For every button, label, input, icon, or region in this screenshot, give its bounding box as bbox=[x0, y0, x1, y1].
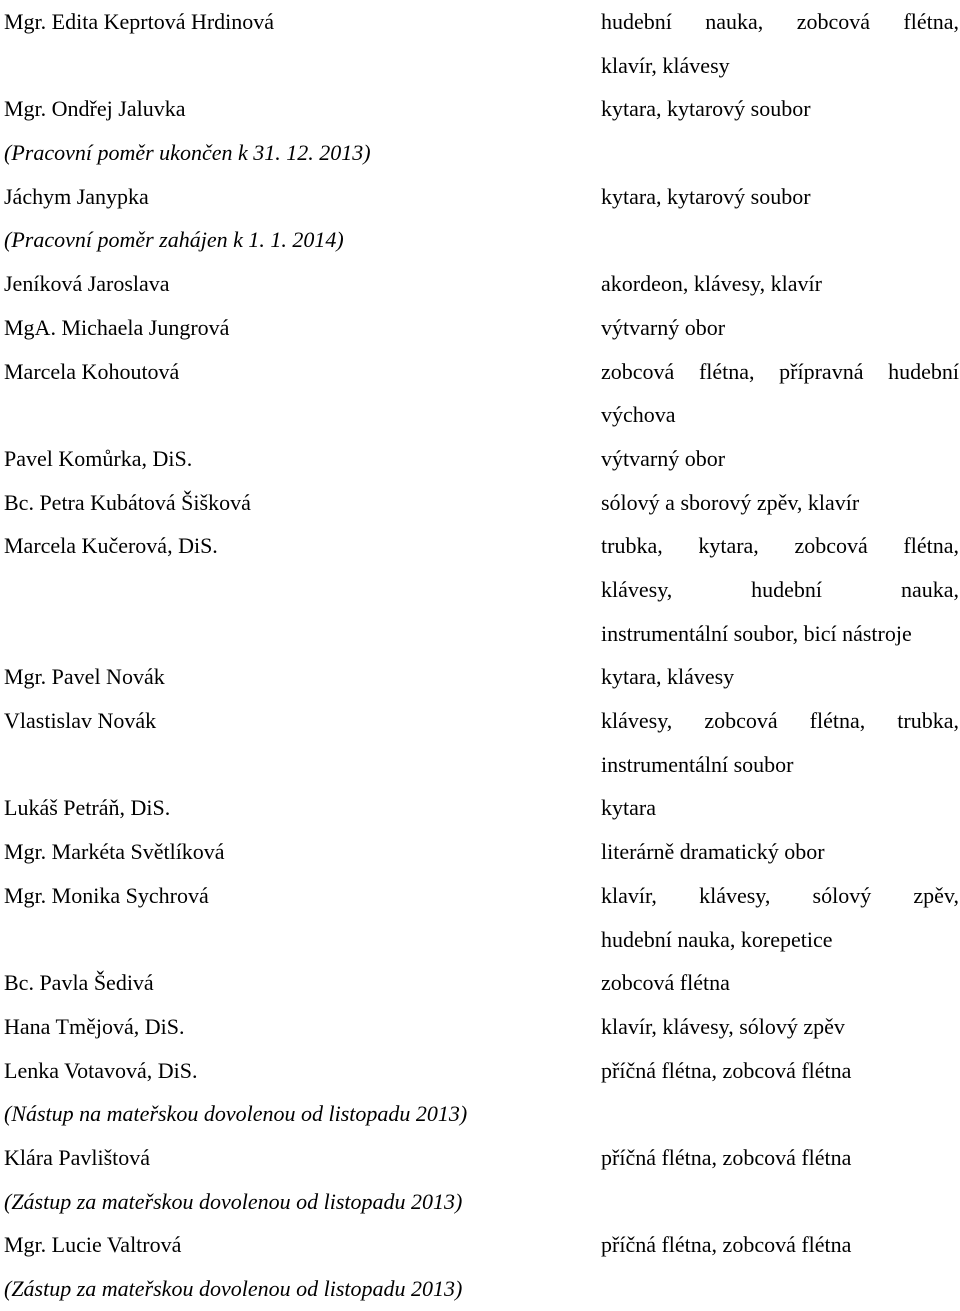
subject-text: kytara, klávesy bbox=[601, 664, 735, 690]
subject-text: klavír, bbox=[601, 882, 657, 908]
subject-text: příčná flétna, zobcová flétna bbox=[601, 1232, 852, 1258]
subject-text: sólový a sborový zpěv, klavír bbox=[601, 489, 860, 515]
subject-line bbox=[601, 568, 959, 612]
staff-row bbox=[0, 699, 960, 786]
subject-line bbox=[601, 87, 959, 131]
staff-subjects bbox=[601, 350, 959, 437]
subject-text: zobcová bbox=[796, 9, 870, 34]
subject-line bbox=[601, 786, 959, 830]
subject-text: sólový bbox=[812, 882, 872, 908]
subject-text: flétna, bbox=[903, 9, 959, 34]
subject-text: hudební nauka, korepetice bbox=[601, 926, 833, 952]
staff-row bbox=[0, 306, 960, 350]
subject-text: výtvarný obor bbox=[601, 314, 726, 340]
staff-name: Hana Tmějová, DiS. bbox=[4, 1013, 185, 1039]
subject-line bbox=[601, 612, 959, 656]
subject-text: výchova bbox=[601, 402, 676, 428]
subject-line bbox=[601, 393, 959, 437]
staff-subjects bbox=[601, 87, 959, 131]
staff-subjects bbox=[601, 1136, 959, 1180]
staff-row bbox=[0, 481, 960, 525]
employment-note: (Pracovní poměr ukončen k 31. 12. 2013) bbox=[4, 140, 371, 166]
staff-name: Jáchym Janypka bbox=[4, 183, 149, 209]
staff-row bbox=[0, 1223, 960, 1267]
subject-text: kytara, bbox=[698, 533, 759, 559]
subject-text: kytara, kytarový soubor bbox=[601, 96, 811, 122]
staff-row bbox=[0, 262, 960, 306]
subject-line bbox=[601, 830, 959, 874]
staff-row bbox=[0, 0, 960, 87]
staff-row bbox=[0, 175, 960, 219]
staff-row bbox=[0, 786, 960, 830]
subject-text: zobcová bbox=[794, 533, 868, 559]
subject-text: zobcová bbox=[704, 708, 778, 734]
staff-name: Mgr. Lucie Valtrová bbox=[4, 1232, 182, 1258]
staff-subjects bbox=[601, 1005, 959, 1049]
staff-name: Lukáš Petráň, DiS. bbox=[4, 795, 171, 821]
subject-text: klávesy, bbox=[601, 576, 673, 602]
staff-row bbox=[0, 524, 960, 655]
employment-note: (Zástup za mateřskou dovolenou od listopadu 2013) bbox=[4, 1188, 463, 1214]
subject-text: zobcová bbox=[601, 358, 675, 384]
staff-name: Mgr. Monika Sychrová bbox=[4, 882, 209, 908]
staff-name: Mgr. Pavel Novák bbox=[4, 664, 165, 690]
subject-text: nauka, bbox=[900, 576, 959, 602]
staff-row bbox=[0, 830, 960, 874]
staff-row bbox=[0, 1005, 960, 1049]
staff-subjects bbox=[601, 830, 959, 874]
subject-text: klávesy, bbox=[601, 708, 673, 734]
staff-row bbox=[0, 1136, 960, 1180]
subject-text: výtvarný obor bbox=[601, 445, 726, 471]
staff-name: Jeníková Jaroslava bbox=[4, 271, 170, 297]
staff-name: Mgr. Markéta Světlíková bbox=[4, 839, 225, 865]
subject-text: trubka, bbox=[601, 533, 663, 559]
subject-line bbox=[601, 437, 959, 481]
subject-line bbox=[601, 1136, 959, 1180]
staff-subjects bbox=[601, 1049, 959, 1093]
subject-line bbox=[601, 961, 959, 1005]
subject-line bbox=[601, 350, 959, 394]
staff-name: MgA. Michaela Jungrová bbox=[4, 314, 230, 340]
subject-text: literárně dramatický obor bbox=[601, 839, 825, 865]
subject-line bbox=[601, 874, 959, 918]
subject-text: hudební bbox=[601, 9, 672, 34]
staff-name: Marcela Kohoutová bbox=[4, 358, 180, 384]
staff-row bbox=[0, 350, 960, 437]
subject-text: klávesy, bbox=[699, 882, 771, 908]
staff-subjects bbox=[601, 481, 959, 525]
staff-subjects bbox=[601, 437, 959, 481]
subject-text: hudební bbox=[751, 576, 823, 602]
subject-text: zpěv, bbox=[913, 882, 959, 908]
subject-line bbox=[601, 1049, 959, 1093]
staff-row bbox=[0, 218, 960, 262]
staff-subjects bbox=[601, 699, 959, 786]
subject-text: hudební bbox=[888, 358, 959, 384]
staff-subjects bbox=[601, 961, 959, 1005]
subject-line bbox=[601, 44, 959, 88]
subject-text: příčná flétna, zobcová flétna bbox=[601, 1144, 852, 1170]
staff-subjects bbox=[601, 655, 959, 699]
staff-row bbox=[0, 87, 960, 131]
staff-name: Lenka Votavová, DiS. bbox=[4, 1057, 198, 1083]
subject-text: klavír, klávesy, sólový zpěv bbox=[601, 1013, 845, 1039]
subject-line bbox=[601, 262, 959, 306]
subject-line bbox=[601, 306, 959, 350]
staff-subjects bbox=[601, 306, 959, 350]
staff-name: Marcela Kučerová, DiS. bbox=[4, 533, 218, 559]
staff-subjects bbox=[601, 874, 959, 961]
subject-text: zobcová flétna bbox=[601, 970, 730, 996]
subject-text: nauka, bbox=[705, 9, 764, 34]
subject-text: kytara, kytarový soubor bbox=[601, 183, 811, 209]
subject-text: trubka, bbox=[897, 708, 959, 734]
subject-line bbox=[601, 1223, 959, 1267]
staff-name: Klára Pavlištová bbox=[4, 1144, 151, 1170]
subject-line bbox=[601, 481, 959, 525]
subject-text: klavír, klávesy bbox=[601, 52, 730, 78]
staff-row bbox=[0, 1267, 960, 1311]
staff-name: Mgr. Edita Keprtová Hrdinová bbox=[4, 9, 275, 34]
subject-line bbox=[601, 175, 959, 219]
subject-line bbox=[601, 1005, 959, 1049]
staff-subjects bbox=[601, 524, 959, 655]
staff-row bbox=[0, 1092, 960, 1136]
staff-row bbox=[0, 1049, 960, 1093]
staff-row bbox=[0, 961, 960, 1005]
staff-subjects bbox=[601, 175, 959, 219]
subject-line bbox=[601, 699, 959, 743]
subject-text: flétna, bbox=[809, 708, 866, 734]
subject-text: příčná flétna, zobcová flétna bbox=[601, 1057, 852, 1083]
staff-name: Mgr. Ondřej Jaluvka bbox=[4, 96, 186, 122]
employment-note: (Pracovní poměr zahájen k 1. 1. 2014) bbox=[4, 227, 344, 253]
subject-text: akordeon, klávesy, klavír bbox=[601, 271, 822, 297]
staff-subjects bbox=[601, 262, 959, 306]
staff-name: Pavel Komůrka, DiS. bbox=[4, 445, 193, 471]
staff-row bbox=[0, 1180, 960, 1224]
subject-line bbox=[601, 524, 959, 568]
subject-text: flétna, bbox=[903, 533, 959, 559]
staff-row bbox=[0, 874, 960, 961]
staff-row bbox=[0, 655, 960, 699]
staff-row bbox=[0, 437, 960, 481]
subject-line bbox=[601, 655, 959, 699]
subject-line bbox=[601, 0, 959, 44]
staff-name: Bc. Petra Kubátová Šišková bbox=[4, 489, 251, 515]
subject-text: instrumentální soubor, bicí nástroje bbox=[601, 620, 912, 646]
employment-note: (Nástup na mateřskou dovolenou od listopadu 2013) bbox=[4, 1101, 468, 1127]
subject-line bbox=[601, 743, 959, 787]
subject-text: flétna, bbox=[698, 358, 755, 384]
staff-name: Bc. Pavla Šedivá bbox=[4, 970, 154, 996]
staff-row bbox=[0, 131, 960, 175]
staff-subjects bbox=[601, 1223, 959, 1267]
employment-note: (Zástup za mateřskou dovolenou od listopadu 2013) bbox=[4, 1276, 463, 1302]
subject-text: instrumentální soubor bbox=[601, 751, 794, 777]
subject-text: přípravná bbox=[779, 358, 864, 384]
subject-text: kytara bbox=[601, 795, 656, 821]
subject-line bbox=[601, 918, 959, 962]
staff-name: Vlastislav Novák bbox=[4, 708, 157, 734]
staff-subjects bbox=[601, 786, 959, 830]
staff-subjects bbox=[601, 0, 959, 87]
